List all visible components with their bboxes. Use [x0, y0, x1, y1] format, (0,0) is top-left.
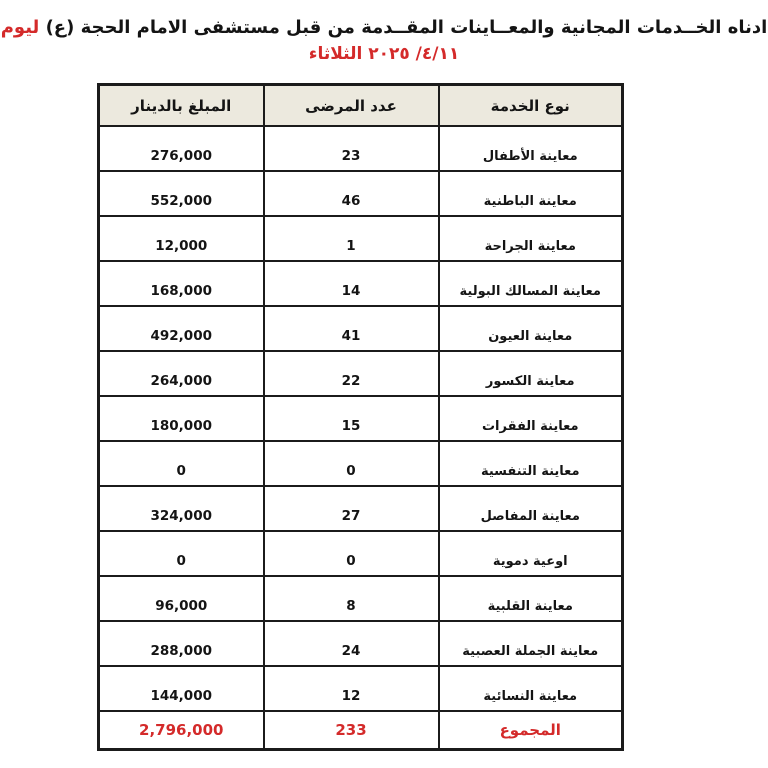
page-title [0, 15, 768, 41]
table-row [99, 531, 623, 576]
total-label: المجموع [439, 711, 623, 749]
table-row [99, 261, 623, 306]
table-row [99, 666, 623, 711]
patient-count-cell: 41 [264, 306, 439, 351]
header-row [99, 84, 623, 126]
service-name-cell: معاينة العيون [439, 306, 623, 351]
patient-count-cell: 14 [264, 261, 439, 306]
service-name-cell: اوعية دموية [439, 531, 623, 576]
amount-cell: 276,000 [99, 126, 264, 171]
title-day-highlight: ليوم [0, 17, 40, 38]
title-block [0, 0, 768, 67]
service-name-cell: معاينة الكسور [439, 351, 623, 396]
services-table [97, 83, 624, 751]
amount-cell: 324,000 [99, 486, 264, 531]
header-patient-count: عدد المرضى [264, 84, 439, 126]
service-name-cell: معاينة النسائية [439, 666, 623, 711]
table-body [99, 126, 623, 711]
total-row [99, 711, 623, 749]
amount-cell: 0 [99, 531, 264, 576]
title-main-text: ادناه الخــدمات المجانية والمعــاينات المقــدمة من قبل مستشفى الامام الحجة (ع) [39, 17, 768, 38]
table-row [99, 126, 623, 171]
patient-count-cell: 1 [264, 216, 439, 261]
date-line: ٤/١١/ ٢٠٢٥ الثلاثاء [308, 44, 460, 65]
amount-cell: 96,000 [99, 576, 264, 621]
table-row [99, 351, 623, 396]
service-name-cell: معاينة الأطفال [439, 126, 623, 171]
amount-cell: 144,000 [99, 666, 264, 711]
total-count: 233 [264, 711, 439, 749]
amount-cell: 288,000 [99, 621, 264, 666]
service-name-cell: معاينة الجملة العصبية [439, 621, 623, 666]
amount-cell: 492,000 [99, 306, 264, 351]
amount-cell: 552,000 [99, 171, 264, 216]
amount-cell: 12,000 [99, 216, 264, 261]
table-row [99, 171, 623, 216]
amount-cell: 180,000 [99, 396, 264, 441]
amount-cell: 168,000 [99, 261, 264, 306]
patient-count-cell: 23 [264, 126, 439, 171]
patient-count-cell: 12 [264, 666, 439, 711]
patient-count-cell: 27 [264, 486, 439, 531]
total-amount: 2,796,000 [99, 711, 264, 749]
service-name-cell: معاينة الباطنية [439, 171, 623, 216]
table-row [99, 441, 623, 486]
service-name-cell: معاينة التنفسية [439, 441, 623, 486]
table-row [99, 216, 623, 261]
patient-count-cell: 24 [264, 621, 439, 666]
patient-count-cell: 0 [264, 531, 439, 576]
patient-count-cell: 46 [264, 171, 439, 216]
table-row [99, 396, 623, 441]
table-row [99, 576, 623, 621]
service-name-cell: معاينة المفاصل [439, 486, 623, 531]
table-row [99, 306, 623, 351]
service-name-cell: معاينة المسالك البولية [439, 261, 623, 306]
service-name-cell: معاينة القلبية [439, 576, 623, 621]
amount-cell: 264,000 [99, 351, 264, 396]
header-amount-dinar: المبلغ بالدينار [99, 84, 264, 126]
service-name-cell: معاينة الفقرات [439, 396, 623, 441]
table-row [99, 486, 623, 531]
patient-count-cell: 15 [264, 396, 439, 441]
patient-count-cell: 8 [264, 576, 439, 621]
table-row [99, 621, 623, 666]
patient-count-cell: 0 [264, 441, 439, 486]
header-service-type: نوع الخدمة [439, 84, 623, 126]
amount-cell: 0 [99, 441, 264, 486]
service-name-cell: معاينة الجراحة [439, 216, 623, 261]
patient-count-cell: 22 [264, 351, 439, 396]
